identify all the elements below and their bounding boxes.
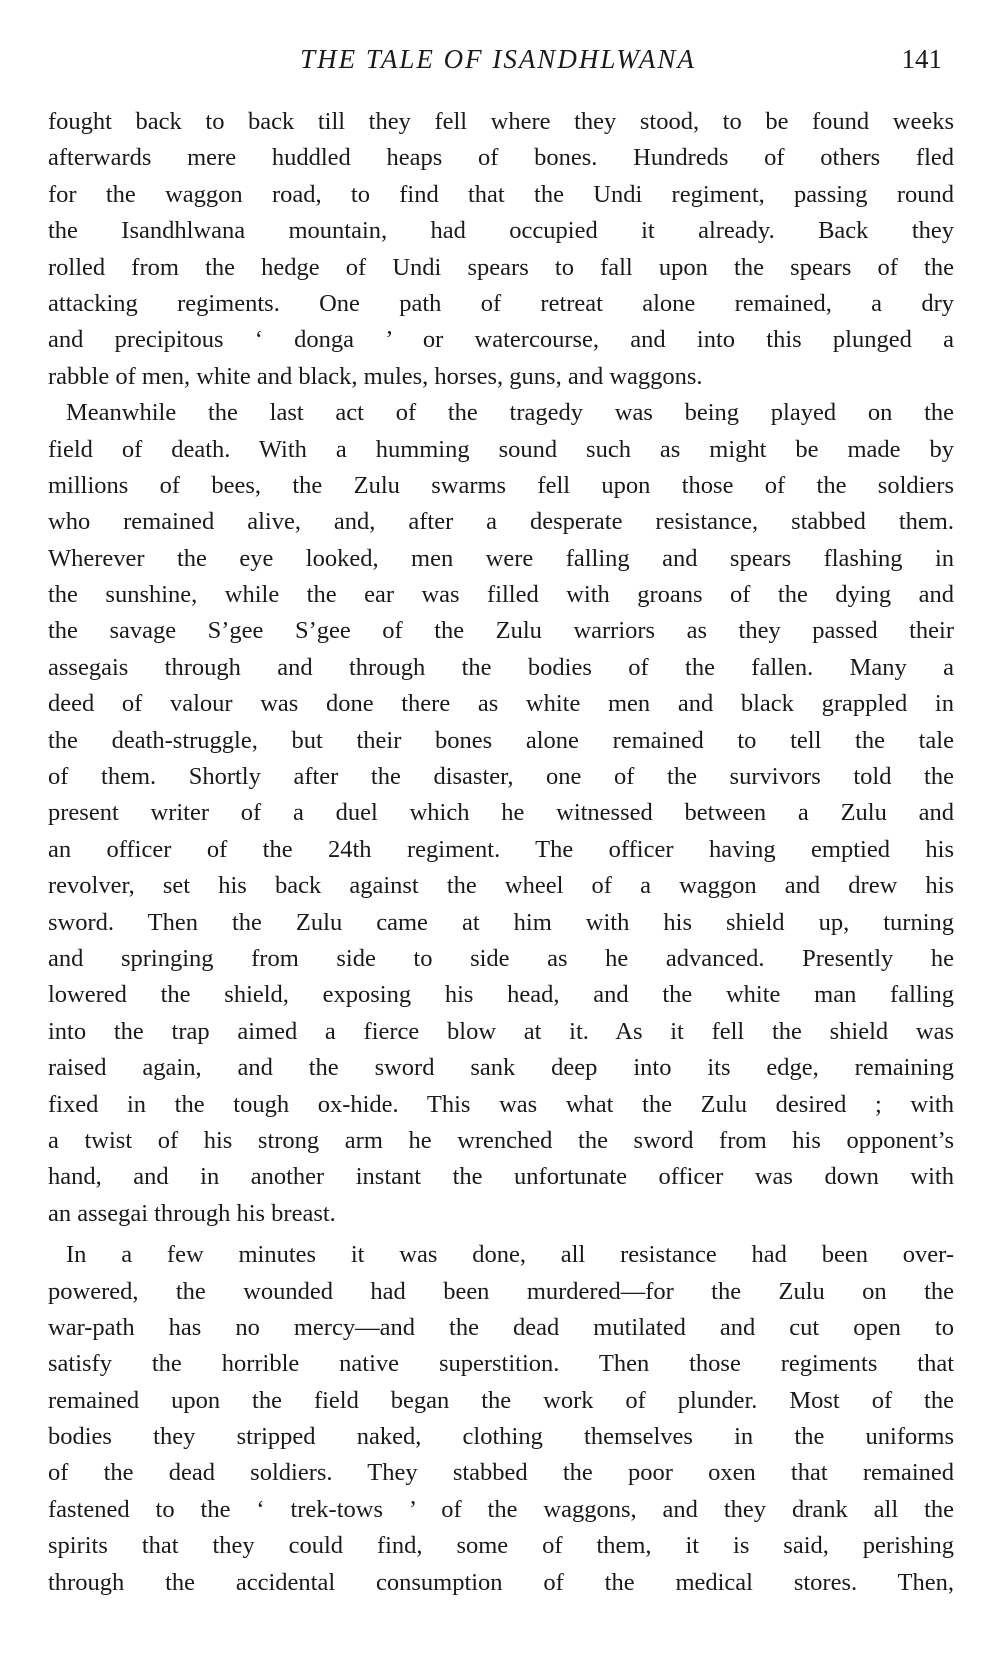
text-line: fought back to back till they fell where they stood, to be found weeks: [48, 108, 954, 135]
text-line: rabble of men, white and black, mules, horses, guns, and waggons.: [48, 362, 703, 390]
text-line: afterwards mere huddled heaps of bones. Hundreds of others fled: [48, 144, 954, 172]
text-line: remained upon the field began the work of plunder. Most of the: [48, 1386, 954, 1414]
text-line: Wherever the eye looked, men were falling and spears flashing in: [48, 544, 954, 572]
text-line: spirits that they could find, some of them, it is said, perishing: [48, 1532, 954, 1560]
text-line: sword. Then the Zulu came at him with his shield up, turning: [48, 908, 954, 936]
text-line: into the trap aimed a fierce blow at it. As it fell the shield was: [48, 1017, 954, 1045]
paragraph-2: [48, 395, 954, 1232]
text-line: through the accidental consumption of the medical stores. Then,: [48, 1568, 954, 1596]
text-line: powered, the wounded had been murdered—for the Zulu on the: [48, 1277, 954, 1305]
text-line: of the dead soldiers. They stabbed the poor oxen that remained: [48, 1459, 954, 1487]
text-line: field of death. With a humming sound such as might be made by: [48, 435, 954, 463]
text-line: for the waggon road, to find that the Undi regiment, passing round: [48, 180, 954, 208]
text-line: assegais through and through the bodies of the fallen. Many a: [48, 653, 954, 681]
text-line: millions of bees, the Zulu swarms fell upon those of the soldiers: [48, 471, 954, 499]
text-line: war-path has no mercy—and the dead mutilated and cut open to: [48, 1313, 954, 1341]
text-line: rolled from the hedge of Undi spears to fall upon the spears of the: [48, 253, 954, 281]
text-line: the death-struggle, but their bones alone remained to tell the tale: [48, 726, 954, 754]
text-line: of them. Shortly after the disaster, one of the survivors told the: [48, 763, 954, 791]
text-line: lowered the shield, exposing his head, and the white man falling: [48, 981, 954, 1009]
running-title: THE TALE OF ISANDHLWANA: [300, 44, 696, 74]
text-line: fixed in the tough ox-hide. This was what the Zulu desired ; with: [48, 1090, 954, 1118]
text-line: revolver, set his back against the wheel of a waggon and drew his: [48, 872, 954, 900]
page-number: 141: [901, 44, 942, 74]
text-line: deed of valour was done there as white men and black grappled in: [48, 690, 954, 718]
text-line: the sunshine, while the ear was filled with groans of the dying and: [48, 581, 954, 609]
text-line: and precipitous ‘ donga ’ or watercourse, and into this plunged a: [48, 326, 954, 354]
paragraph-3: [48, 1237, 954, 1601]
text-line: satisfy the horrible native superstition. Then those regiments that: [48, 1350, 954, 1378]
text-line: hand, and in another instant the unfortunate officer was down with: [48, 1163, 954, 1191]
text-line: In a few minutes it was done, all resistance had been over-: [66, 1241, 954, 1269]
text-line: an officer of the 24th regiment. The officer having emptied his: [48, 835, 954, 863]
text-line: raised again, and the sword sank deep into its edge, remaining: [48, 1054, 954, 1082]
text-line: the savage S’gee S’gee of the Zulu warriors as they passed their: [48, 617, 954, 645]
text-line: fastened to the ‘ trek-tows ’ of the waggons, and they drank all the: [48, 1495, 954, 1523]
text-line: present writer of a duel which he witnessed between a Zulu and: [48, 799, 954, 827]
body-text: [48, 104, 954, 1601]
text-line: an assegai through his breast.: [48, 1199, 336, 1227]
text-line: who remained alive, and, after a desperate resistance, stabbed them.: [48, 508, 954, 536]
paragraph-1: [48, 104, 954, 395]
text-line: a twist of his strong arm he wrenched the sword from his opponent’s: [48, 1126, 954, 1154]
text-line: Meanwhile the last act of the tragedy was being played on the: [66, 399, 954, 427]
running-head: [48, 44, 948, 80]
text-line: attacking regiments. One path of retreat alone remained, a dry: [48, 289, 954, 317]
text-line: the Isandhlwana mountain, had occupied it already. Back they: [48, 217, 954, 245]
text-line: and springing from side to side as he advanced. Presently he: [48, 944, 954, 972]
text-line: bodies they stripped naked, clothing themselves in the uniforms: [48, 1423, 954, 1451]
